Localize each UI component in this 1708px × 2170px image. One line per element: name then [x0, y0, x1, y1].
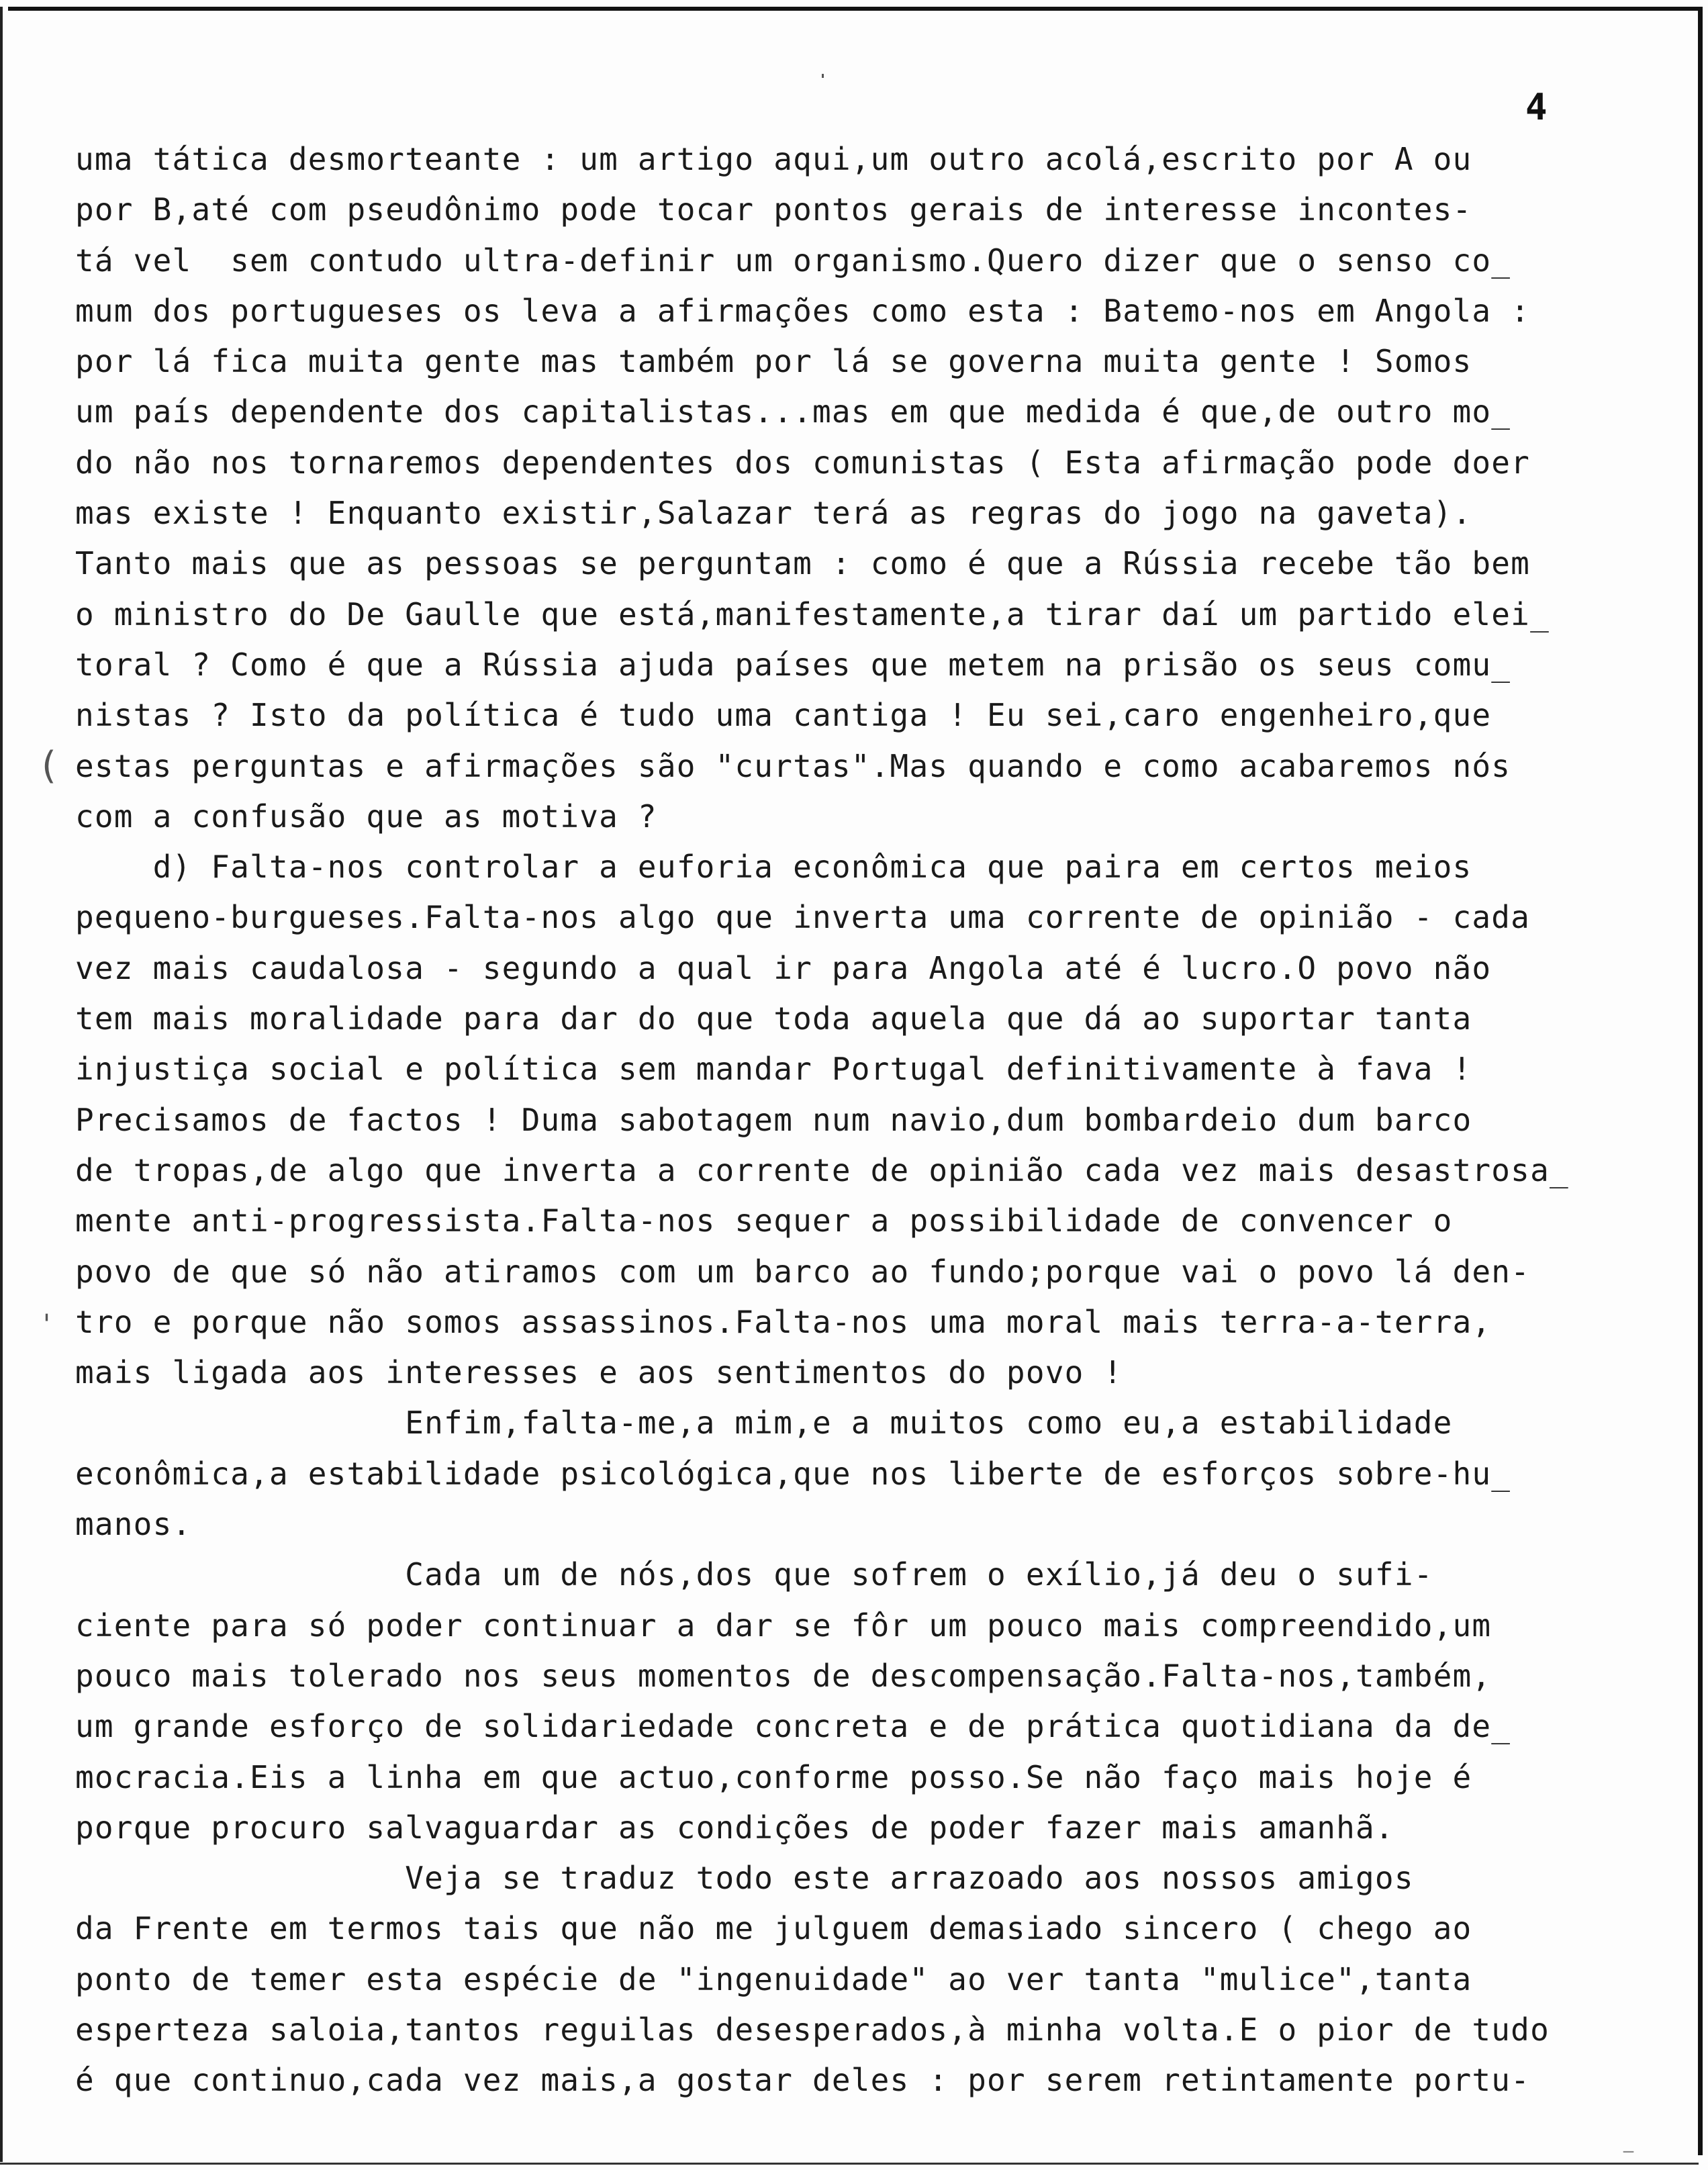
text-line: da Frente em termos tais que não me julguem demasiado sincero ( chego ao: [75, 1910, 1472, 1947]
text-line: mente anti-progressista.Falta-nos sequer a possibilidade de convencer o: [75, 1202, 1453, 1239]
text-line: pouco mais tolerado nos seus momentos de descompensação.Falta-nos,também,: [75, 1657, 1492, 1694]
page-border-left: [0, 7, 3, 2162]
text-line: um grande esforço de solidariedade concreta e de prática quotidiana da de_: [75, 1708, 1511, 1745]
text-line: mum dos portugueses os leva a afirmações como esta : Batemo-nos em Angola :: [75, 292, 1531, 329]
text-line: ponto de temer esta espécie de "ingenuidade" ao ver tanta "mulice",tanta: [75, 1961, 1472, 1997]
text-line: econômica,a estabilidade psicológica,que nos liberte de esforços sobre-hu_: [75, 1455, 1511, 1492]
text-line: por lá fica muita gente mas também por lá se governa muita gente ! Somos: [75, 343, 1472, 380]
text-line: povo de que só não atiramos com um barco ao fundo;porque vai o povo lá den-: [75, 1253, 1531, 1290]
text-line: ciente para só poder continuar a dar se fôr um pouco mais compreendido,um: [75, 1607, 1492, 1644]
ink-speck: [822, 74, 824, 78]
page-border-top: [8, 7, 1701, 11]
text-line: vez mais caudalosa - segundo a qual ir para Angola até é lucro.O povo não: [75, 949, 1492, 986]
text-line: um país dependente dos capitalistas...mas em que medida é que,de outro mo_: [75, 393, 1511, 430]
text-line: de tropas,de algo que inverta a corrente de opinião cada vez mais desastrosa_: [75, 1151, 1569, 1188]
text-line: Tanto mais que as pessoas se perguntam : como é que a Rússia recebe tão bem: [75, 545, 1531, 582]
text-line: por B,até com pseudônimo pode tocar pontos gerais de interesse incontes-: [75, 191, 1472, 228]
text-line: injustiça social e política sem mandar Portugal definitivamente à fava !: [75, 1051, 1472, 1088]
text-line: mais ligada aos interesses e aos sentimentos do povo !: [75, 1354, 1123, 1391]
text-line: do não nos tornaremos dependentes dos comunistas ( Esta afirmação pode doer: [75, 444, 1531, 481]
text-line: tro e porque não somos assassinos.Falta-nos uma moral mais terra-a-terra,: [75, 1303, 1492, 1340]
text-line: o ministro do De Gaulle que está,manifestamente,a tirar daí um partido elei_: [75, 596, 1550, 632]
text-line: porque procuro salvaguardar as condições de poder fazer mais amanhã.: [75, 1809, 1394, 1846]
margin-bracket-mark: (: [42, 744, 56, 788]
text-line: estas perguntas e afirmações são "curtas".Mas quando e como acabaremos nós: [75, 747, 1511, 784]
text-line: toral ? Como é que a Rússia ajuda países que metem na prisão os seus comu_: [75, 646, 1511, 683]
text-line: Cada um de nós,dos que sofrem o exílio,já deu o sufi-: [75, 1556, 1433, 1593]
text-line: manos.: [75, 1506, 192, 1543]
text-line: mas existe ! Enquanto existir,Salazar terá as regras do jogo na gaveta).: [75, 495, 1472, 532]
text-line: pequeno-burgueses.Falta-nos algo que inverta uma corrente de opinião - cada: [75, 899, 1531, 936]
text-line: tem mais moralidade para dar do que toda aquela que dá ao suportar tanta: [75, 1000, 1472, 1037]
text-line: é que continuo,cada vez mais,a gostar deles : por serem retintamente portu-: [75, 2062, 1531, 2099]
text-line: d) Falta-nos controlar a euforia econômica que paira em certos meios: [75, 849, 1472, 886]
text-line: mocracia.Eis a linha em que actuo,conforme posso.Se não faço mais hoje é: [75, 1758, 1472, 1795]
text-line: Precisamos de factos ! Duma sabotagem num navio,dum bombardeio dum barco: [75, 1101, 1472, 1138]
corner-ink-mark: _: [1623, 2130, 1633, 2153]
page-border-bottom: [0, 2163, 1699, 2165]
page-border-right: [1698, 7, 1703, 2155]
text-line: Veja se traduz todo este arrazoado aos nossos amigos: [75, 1860, 1414, 1897]
text-line: tá vel sem contudo ultra-definir um organismo.Quero dizer que o senso co_: [75, 242, 1511, 279]
text-line: esperteza saloia,tantos reguilas desesperados,à minha volta.E o pior de tudo: [75, 2011, 1550, 2048]
text-line: com a confusão que as motiva ?: [75, 798, 657, 835]
text-line: nistas ? Isto da política é tudo uma cantiga ! Eu sei,caro engenheiro,que: [75, 697, 1492, 734]
page-number: 4: [1525, 86, 1548, 128]
text-line: uma tática desmorteante : um artigo aqui,um outro acolá,escrito por A ou: [75, 141, 1472, 177]
text-line: Enfim,falta-me,a mim,e a muitos como eu,a estabilidade: [75, 1405, 1453, 1442]
letter-body: [75, 134, 1660, 2106]
margin-ink-mark: ': [43, 1309, 50, 1340]
